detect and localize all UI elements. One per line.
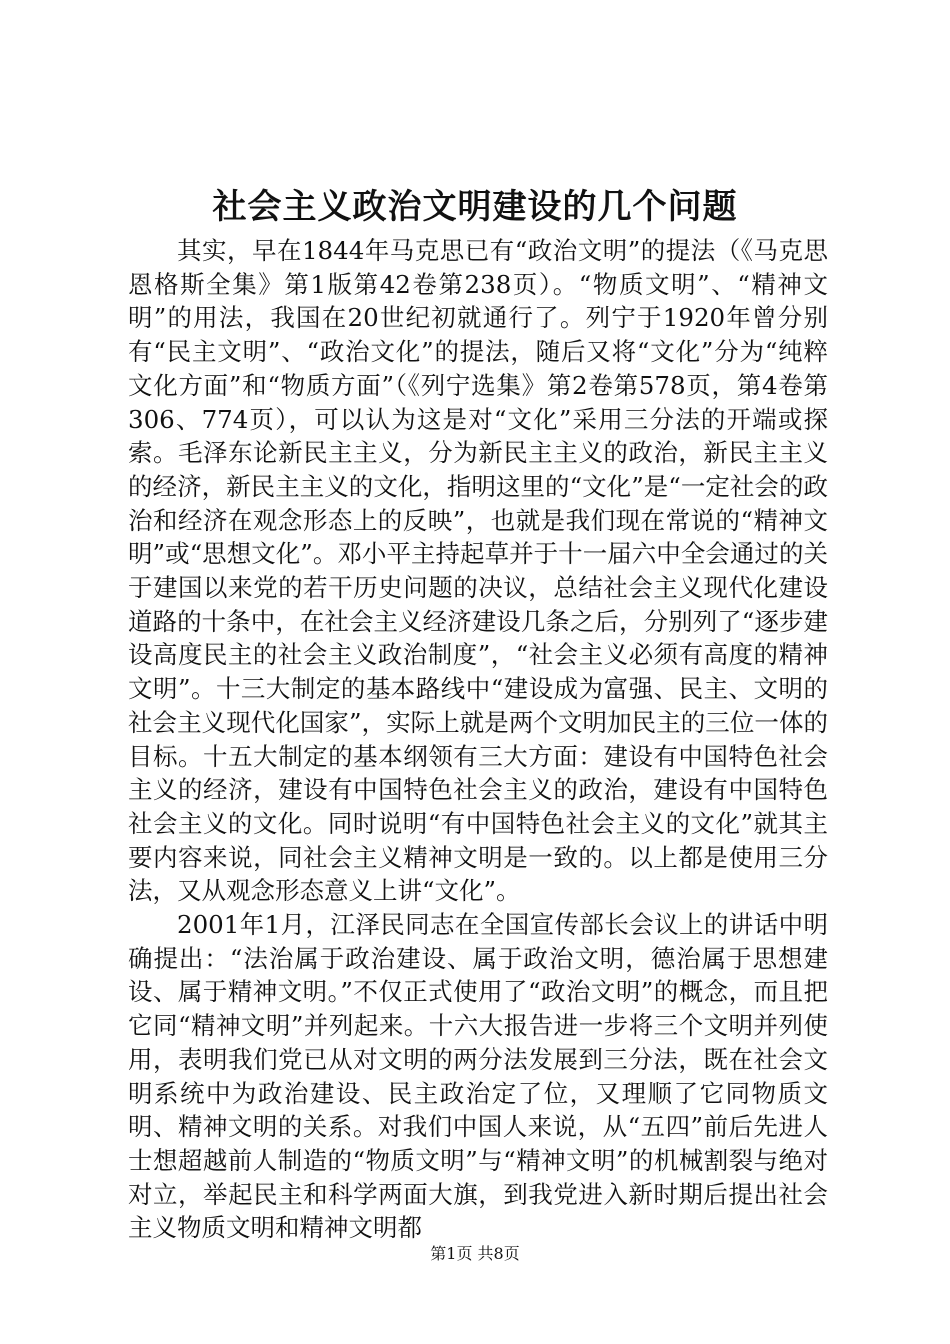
document-title: 社会主义政治文明建设的几个问题 [212,187,738,227]
paragraph-1: 其实，早在1844年马克思已有“政治文明”的提法（《马克思恩格斯全集》第1版第42卷第238页）。“物质文明”、“精神文明”的用法，我国在20世纪初就通行了。列宁于1920年曾分别有“民主文明”、“政治文化”的提法，随后又将“文化”分为“纯粹文化方面”和“物质方面”（《列宁选集》第2卷第578页，第4卷第306、774页），可以认为这是对“文化”采用三分法的开端或探索。毛泽东论新民主主义，分为新民主主义的政治，新民主主义的经济，新民主主义的文化，指明这里的“文化”是“一定社会的政治和经济在观念形态上的反映”，也就是我们现在常说的“精神文明”或“思想文化”。邓小平主持起草并于十一届六中全会通过的关于建国以来党的若干历史问题的决议，总结社会主义现代化建设道路的十条中，在社会主义经济建设几条之后，分别列了“逐步建设高度民主的社会主义政治制度”，“社会主义必须有高度的精神文明”。十三大制定的基本路线中“建设成为富强、民主、文明的社会主义现代化国家”，实际上就是两个文明加民主的三位一体的目标。十五大制定的基本纲领有三大方面：建设有中国特色社会主义的经济，建设有中国特色社会主义的政治，建设有中国特色社会主义的文化。同时说明“有中国特色社会主义的文化”就其主要内容来说，同社会主义精神文明是一致的。以上都是使用三分法，又从观念形态意义上讲“文化”。 [128,236,828,906]
document-body [128,234,828,1245]
paragraph-2: 2001年1月，江泽民同志在全国宣传部长会议上的讲话中明确提出：“法治属于政治建设、属于政治文明，德治属于思想建设、属于精神文明。”不仅正式使用了“政治文明”的概念，而且把它同“精神文明”并列起来。十六大报告进一步将三个文明并列使用，表明我们党已从对文明的两分法发展到三分法，既在社会文明系统中为政治建设、民主政治定了位，又理顺了它同物质文明、精神文明的关系。对我们中国人来说，从“五四”前后先进人士想超越前人制造的“物质文明”与“精神文明”的机械割裂与绝对对立，举起民主和科学两面大旗，到我党进入新时期后提出社会主义物质文明和精神文明都 [128,910,828,1243]
page-number-footer: 第1页 共8页 [430,1244,520,1263]
